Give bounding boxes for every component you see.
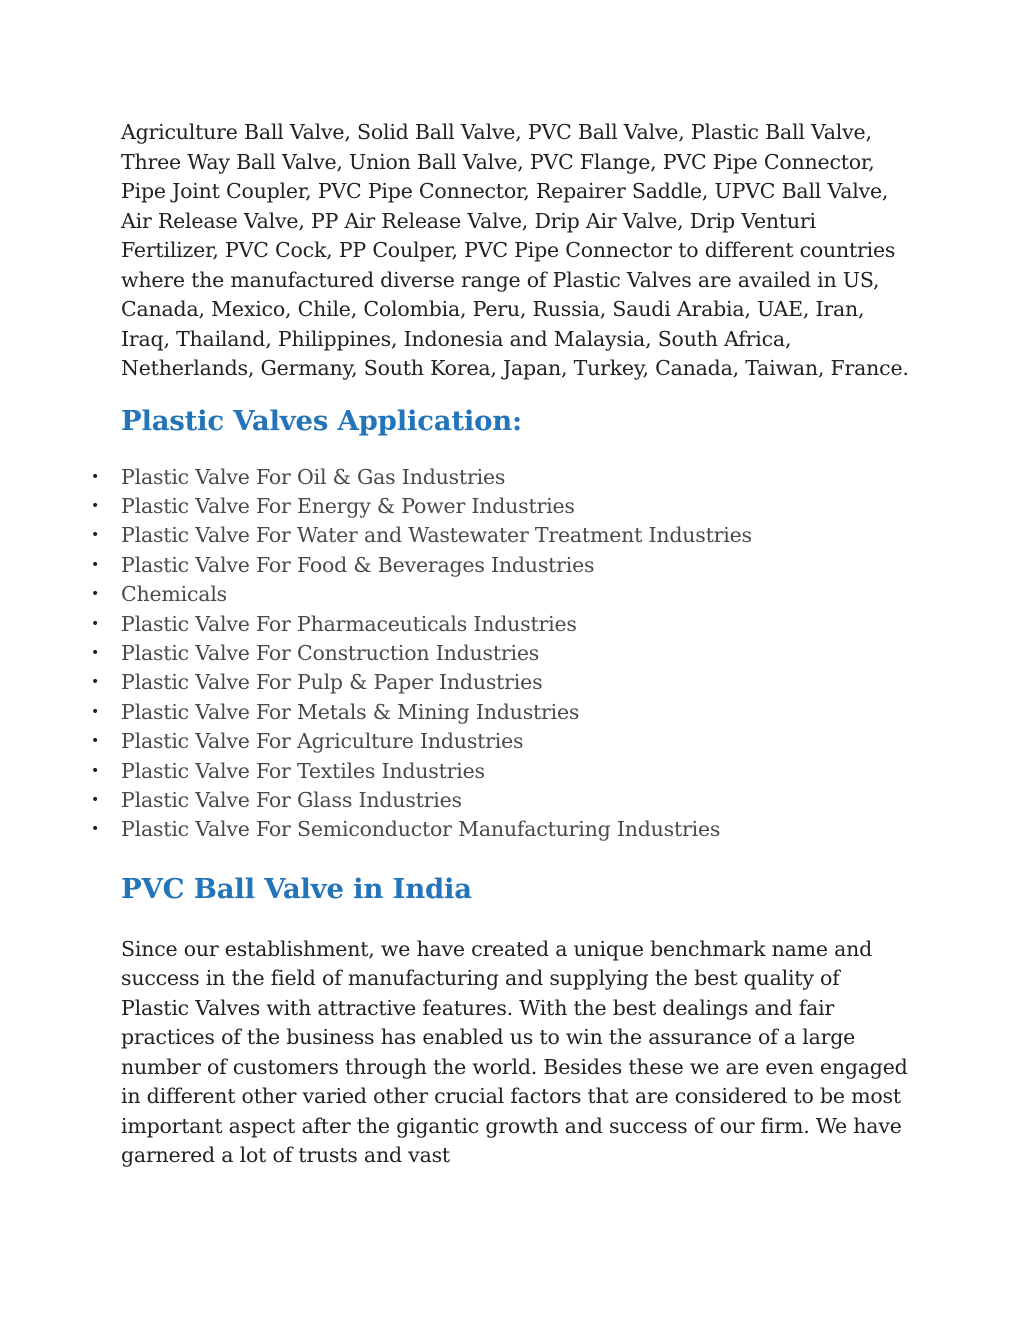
bullet-icon: • — [91, 497, 100, 514]
list-item — [91, 668, 904, 697]
bullet-icon: • — [91, 615, 100, 632]
bullet-icon: • — [91, 556, 100, 573]
india-paragraph: Since our establishment, we have created a unique benchmark name and success in the field of manufacturing and supplying the best quality of Plastic Valves with attractive features. With the best dealings and fair practices of the business has enabled us to win the assurance of a large number of customers through the world. Besides these we are even engaged in different other varied other crucial factors that are considered to be most important aspect after the gigantic growth and success of our firm. We have garnered a lot of trusts and vast — [121, 936, 908, 1168]
india-heading: PVC Ball Valve in India — [121, 872, 472, 905]
bullet-icon: • — [91, 703, 100, 720]
list-item-label: Plastic Valve For Semiconductor Manufacturing Industries — [121, 817, 721, 842]
list-item — [91, 521, 904, 550]
bullet-icon: • — [91, 762, 100, 779]
list-item-label: Plastic Valve For Food & Beverages Industries — [121, 552, 595, 577]
list-item-label: Plastic Valve For Textiles Industries — [121, 758, 485, 783]
list-item-label: Plastic Valve For Construction Industries — [121, 640, 540, 665]
list-item — [91, 492, 904, 521]
list-item — [91, 639, 904, 668]
list-item — [91, 727, 904, 756]
list-item — [91, 463, 904, 492]
list-item-label: Plastic Valve For Pharmaceuticals Industries — [121, 611, 577, 636]
list-item — [91, 757, 904, 786]
bullet-icon: • — [91, 586, 100, 603]
application-heading: Plastic Valves Application: — [121, 404, 522, 437]
list-item — [91, 610, 904, 639]
list-item-label: Plastic Valve For Glass Industries — [121, 787, 462, 812]
list-item — [91, 786, 904, 815]
list-item — [91, 815, 904, 844]
bullet-icon: • — [91, 468, 100, 485]
list-item-label: Plastic Valve For Energy & Power Industries — [121, 493, 575, 518]
bullet-icon: • — [91, 644, 100, 661]
bullet-icon: • — [91, 527, 100, 544]
list-item-label: Plastic Valve For Metals & Mining Industries — [121, 699, 580, 724]
list-item — [91, 551, 904, 580]
intro-paragraph: Agriculture Ball Valve, Solid Ball Valve, PVC Ball Valve, Plastic Ball Valve, Three Way Ball Valve, Union Ball Valve, PVC Flange, PVC Pipe Connector, Pipe Joint Coupler, PVC Pipe Connector, Repairer Saddle, UPVC Ball Valve, Air Release Valve, PP Air Release Valve, Drip Air Valve, Drip Venturi Fertilizer, PVC Cock, PP Coulper, PVC Pipe Connector to different countries where the manufactured diverse range of Plastic Valves are availed in US, Canada, Mexico, Chile, Colombia, Peru, Russia, Saudi Arabia, UAE, Iran, Iraq, Thailand, Philippines, Indonesia and Malaysia, South Africa, Netherlands, Germany, South Korea, Japan, Turkey, Canada, Taiwan, France. — [121, 120, 909, 380]
bullet-icon: • — [91, 733, 100, 750]
bullet-icon: • — [91, 674, 100, 691]
bullet-icon: • — [91, 791, 100, 808]
application-list — [91, 463, 904, 845]
list-item-label: Plastic Valve For Oil & Gas Industries — [121, 464, 506, 489]
list-item-label: Plastic Valve For Agriculture Industries — [121, 729, 524, 754]
list-item-label: Chemicals — [121, 582, 227, 607]
bullet-icon: • — [91, 821, 100, 838]
list-item-label: Plastic Valve For Water and Wastewater Treatment Industries — [121, 523, 752, 548]
list-item-label: Plastic Valve For Pulp & Paper Industries — [121, 670, 543, 695]
list-item — [91, 580, 904, 609]
list-item — [91, 698, 904, 727]
